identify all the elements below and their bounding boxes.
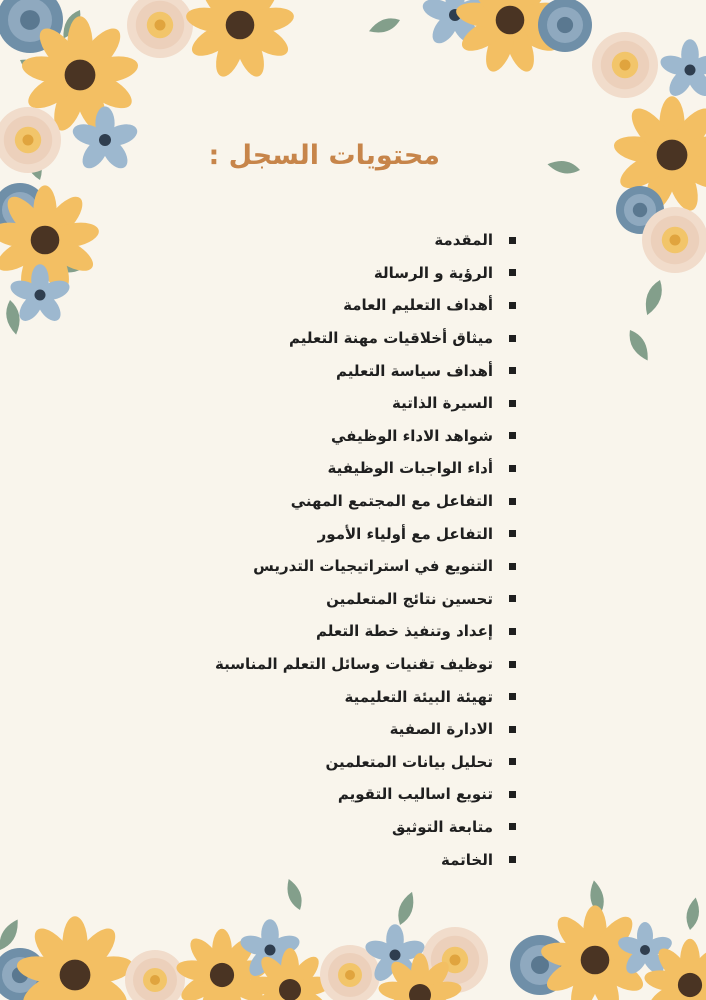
list-item <box>176 322 516 355</box>
square-bullet-icon <box>509 628 516 635</box>
list-item-label: شواهد الاداء الوظيفي <box>330 426 493 445</box>
list-item-label: إعداد وتنفيذ خطة التعلم <box>316 622 493 641</box>
list-item <box>176 746 516 779</box>
list-item <box>176 224 516 257</box>
list-item <box>176 778 516 811</box>
list-item <box>176 485 516 518</box>
list-item-label: تحسين نتائج المتعلمين <box>326 589 493 608</box>
square-bullet-icon <box>509 269 516 276</box>
square-bullet-icon <box>509 856 516 863</box>
square-bullet-icon <box>509 367 516 374</box>
list-item-label: التفاعل مع أولياء الأمور <box>317 524 493 543</box>
list-item <box>176 648 516 681</box>
square-bullet-icon <box>509 595 516 602</box>
square-bullet-icon <box>509 335 516 342</box>
list-item-label: متابعة التوثيق <box>391 817 493 836</box>
list-item-label: الخاتمة <box>440 850 493 869</box>
list-item <box>176 615 516 648</box>
list-item <box>176 517 516 550</box>
list-item <box>176 452 516 485</box>
contents-list <box>176 224 516 876</box>
list-item <box>176 257 516 290</box>
list-item-label: الرؤية و الرسالة <box>373 263 493 282</box>
list-item <box>176 354 516 387</box>
list-item <box>176 420 516 453</box>
square-bullet-icon <box>509 465 516 472</box>
square-bullet-icon <box>509 726 516 733</box>
list-item <box>176 387 516 420</box>
square-bullet-icon <box>509 693 516 700</box>
page-title: محتويات السجل : <box>208 140 440 171</box>
square-bullet-icon <box>509 400 516 407</box>
list-item-label: المقدمة <box>434 231 493 250</box>
square-bullet-icon <box>509 530 516 537</box>
square-bullet-icon <box>509 302 516 309</box>
list-item-label: ميثاق أخلاقيات مهنة التعليم <box>288 329 493 348</box>
list-item <box>176 550 516 583</box>
list-item <box>176 289 516 322</box>
square-bullet-icon <box>509 661 516 668</box>
square-bullet-icon <box>509 823 516 830</box>
list-item-label: تحليل بيانات المتعلمين <box>325 752 493 771</box>
list-item <box>176 680 516 713</box>
list-item-label: تهيئة البيئة التعليمية <box>344 687 493 706</box>
square-bullet-icon <box>509 563 516 570</box>
list-item-label: الادارة الصفية <box>389 720 493 739</box>
square-bullet-icon <box>509 758 516 765</box>
list-item-label: أهداف سياسة التعليم <box>336 361 493 380</box>
list-item-label: السيرة الذاتية <box>391 394 493 413</box>
list-item <box>176 843 516 876</box>
list-item-label: أداء الواجبات الوظيفية <box>327 459 493 478</box>
list-item <box>176 713 516 746</box>
list-item <box>176 583 516 616</box>
list-item-label: التنويع في استراتيجيات التدريس <box>253 557 493 576</box>
square-bullet-icon <box>509 498 516 505</box>
square-bullet-icon <box>509 237 516 244</box>
list-item-label: التفاعل مع المجتمع المهني <box>290 492 493 511</box>
list-item <box>176 811 516 844</box>
list-item-label: توظيف تقنيات وسائل التعلم المناسبة <box>215 655 493 674</box>
list-item-label: تنويع اساليب التقويم <box>337 785 493 804</box>
square-bullet-icon <box>509 791 516 798</box>
square-bullet-icon <box>509 432 516 439</box>
list-item-label: أهداف التعليم العامة <box>343 296 493 315</box>
